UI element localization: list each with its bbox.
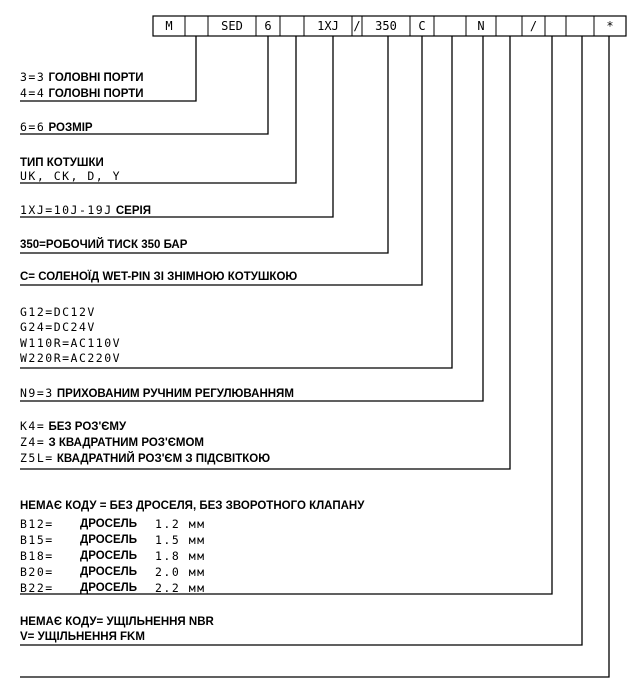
size-line: 6=6 РОЗМІР [20, 120, 93, 134]
throttle-row: B20= ДРОСЕЛЬ 2.0 мм [20, 564, 206, 579]
voltage-line: W220R=AC220V [20, 351, 122, 365]
seals-line: НЕМАЄ КОДУ= УЩІЛЬНЕННЯ NBR [20, 616, 214, 628]
solenoid-line: C= СОЛЕНОЇД WET-PIN ЗІ ЗНІМНОЮ КОТУШКОЮ [20, 271, 298, 283]
coil-title: ТИП КОТУШКИ [20, 157, 104, 169]
throttle-row: B22= ДРОСЕЛЬ 2.2 мм [20, 580, 206, 595]
connector-line: K4= БЕЗ РОЗ'ЄМУ [20, 419, 127, 433]
code-cell-connector [496, 16, 522, 36]
code-cell-pressure: 350 [375, 19, 397, 33]
ports-section [20, 70, 144, 102]
code-cell-series: 1XJ [317, 19, 339, 33]
ports-line: 4=4 ГОЛОВНІ ПОРТИ [20, 86, 144, 100]
code-cell-manual: N [477, 19, 485, 33]
seals-line: V= УЩІЛЬНЕННЯ FKM [20, 631, 145, 643]
throttle-title: НЕМАЄ КОДУ = БЕЗ ДРОСЕЛЯ, БЕЗ ЗВОРОТНОГО КЛАПАНУ [20, 500, 365, 512]
voltage-line: G24=DC24V [20, 320, 96, 334]
code-cell-throttle [545, 16, 566, 36]
voltage-line: W110R=AC110V [20, 336, 122, 350]
code-cell-slash: / [353, 19, 361, 33]
voltage-line: G12=DC12V [20, 305, 96, 319]
code-cell-custom: * [606, 19, 614, 33]
throttle-row: B18= ДРОСЕЛЬ 1.8 мм [20, 548, 206, 563]
connector-line: Z4= З КВАДРАТНИМ РОЗ'ЄМОМ [20, 435, 205, 449]
coil-types: UK, CK, D, Y [20, 169, 122, 183]
pressure-line: 350=РОБОЧИЙ ТИСК 350 БАР [20, 239, 188, 251]
code-cell-ports [185, 16, 208, 36]
code-cell-size: 6 [264, 19, 272, 33]
code-cell-series-prefix: M [165, 19, 173, 33]
code-cell-type: SED [221, 19, 243, 33]
code-cell-seals [566, 16, 594, 36]
code-cell-voltage [434, 16, 466, 36]
throttle-table [20, 516, 206, 596]
code-cell-slash-2: / [529, 19, 538, 33]
throttle-row: B15= ДРОСЕЛЬ 1.5 мм [20, 532, 206, 547]
ports-line: 3=3 ГОЛОВНІ ПОРТИ [20, 70, 144, 84]
code-cell-solenoid: C [418, 19, 426, 33]
connector-line: Z5L= КВАДРАТНИЙ РОЗ'ЄМ З ПІДСВІТКОЮ [20, 451, 271, 465]
series-line: 1XJ=10J-19J СЕРІЯ [20, 203, 151, 217]
manual-line: N9=3 ПРИХОВАНИМ РУЧНИМ РЕГУЛЮВАННЯМ [20, 386, 294, 400]
throttle-row: B12= ДРОСЕЛЬ 1.2 мм [20, 516, 206, 531]
code-cell-coil [280, 16, 304, 36]
